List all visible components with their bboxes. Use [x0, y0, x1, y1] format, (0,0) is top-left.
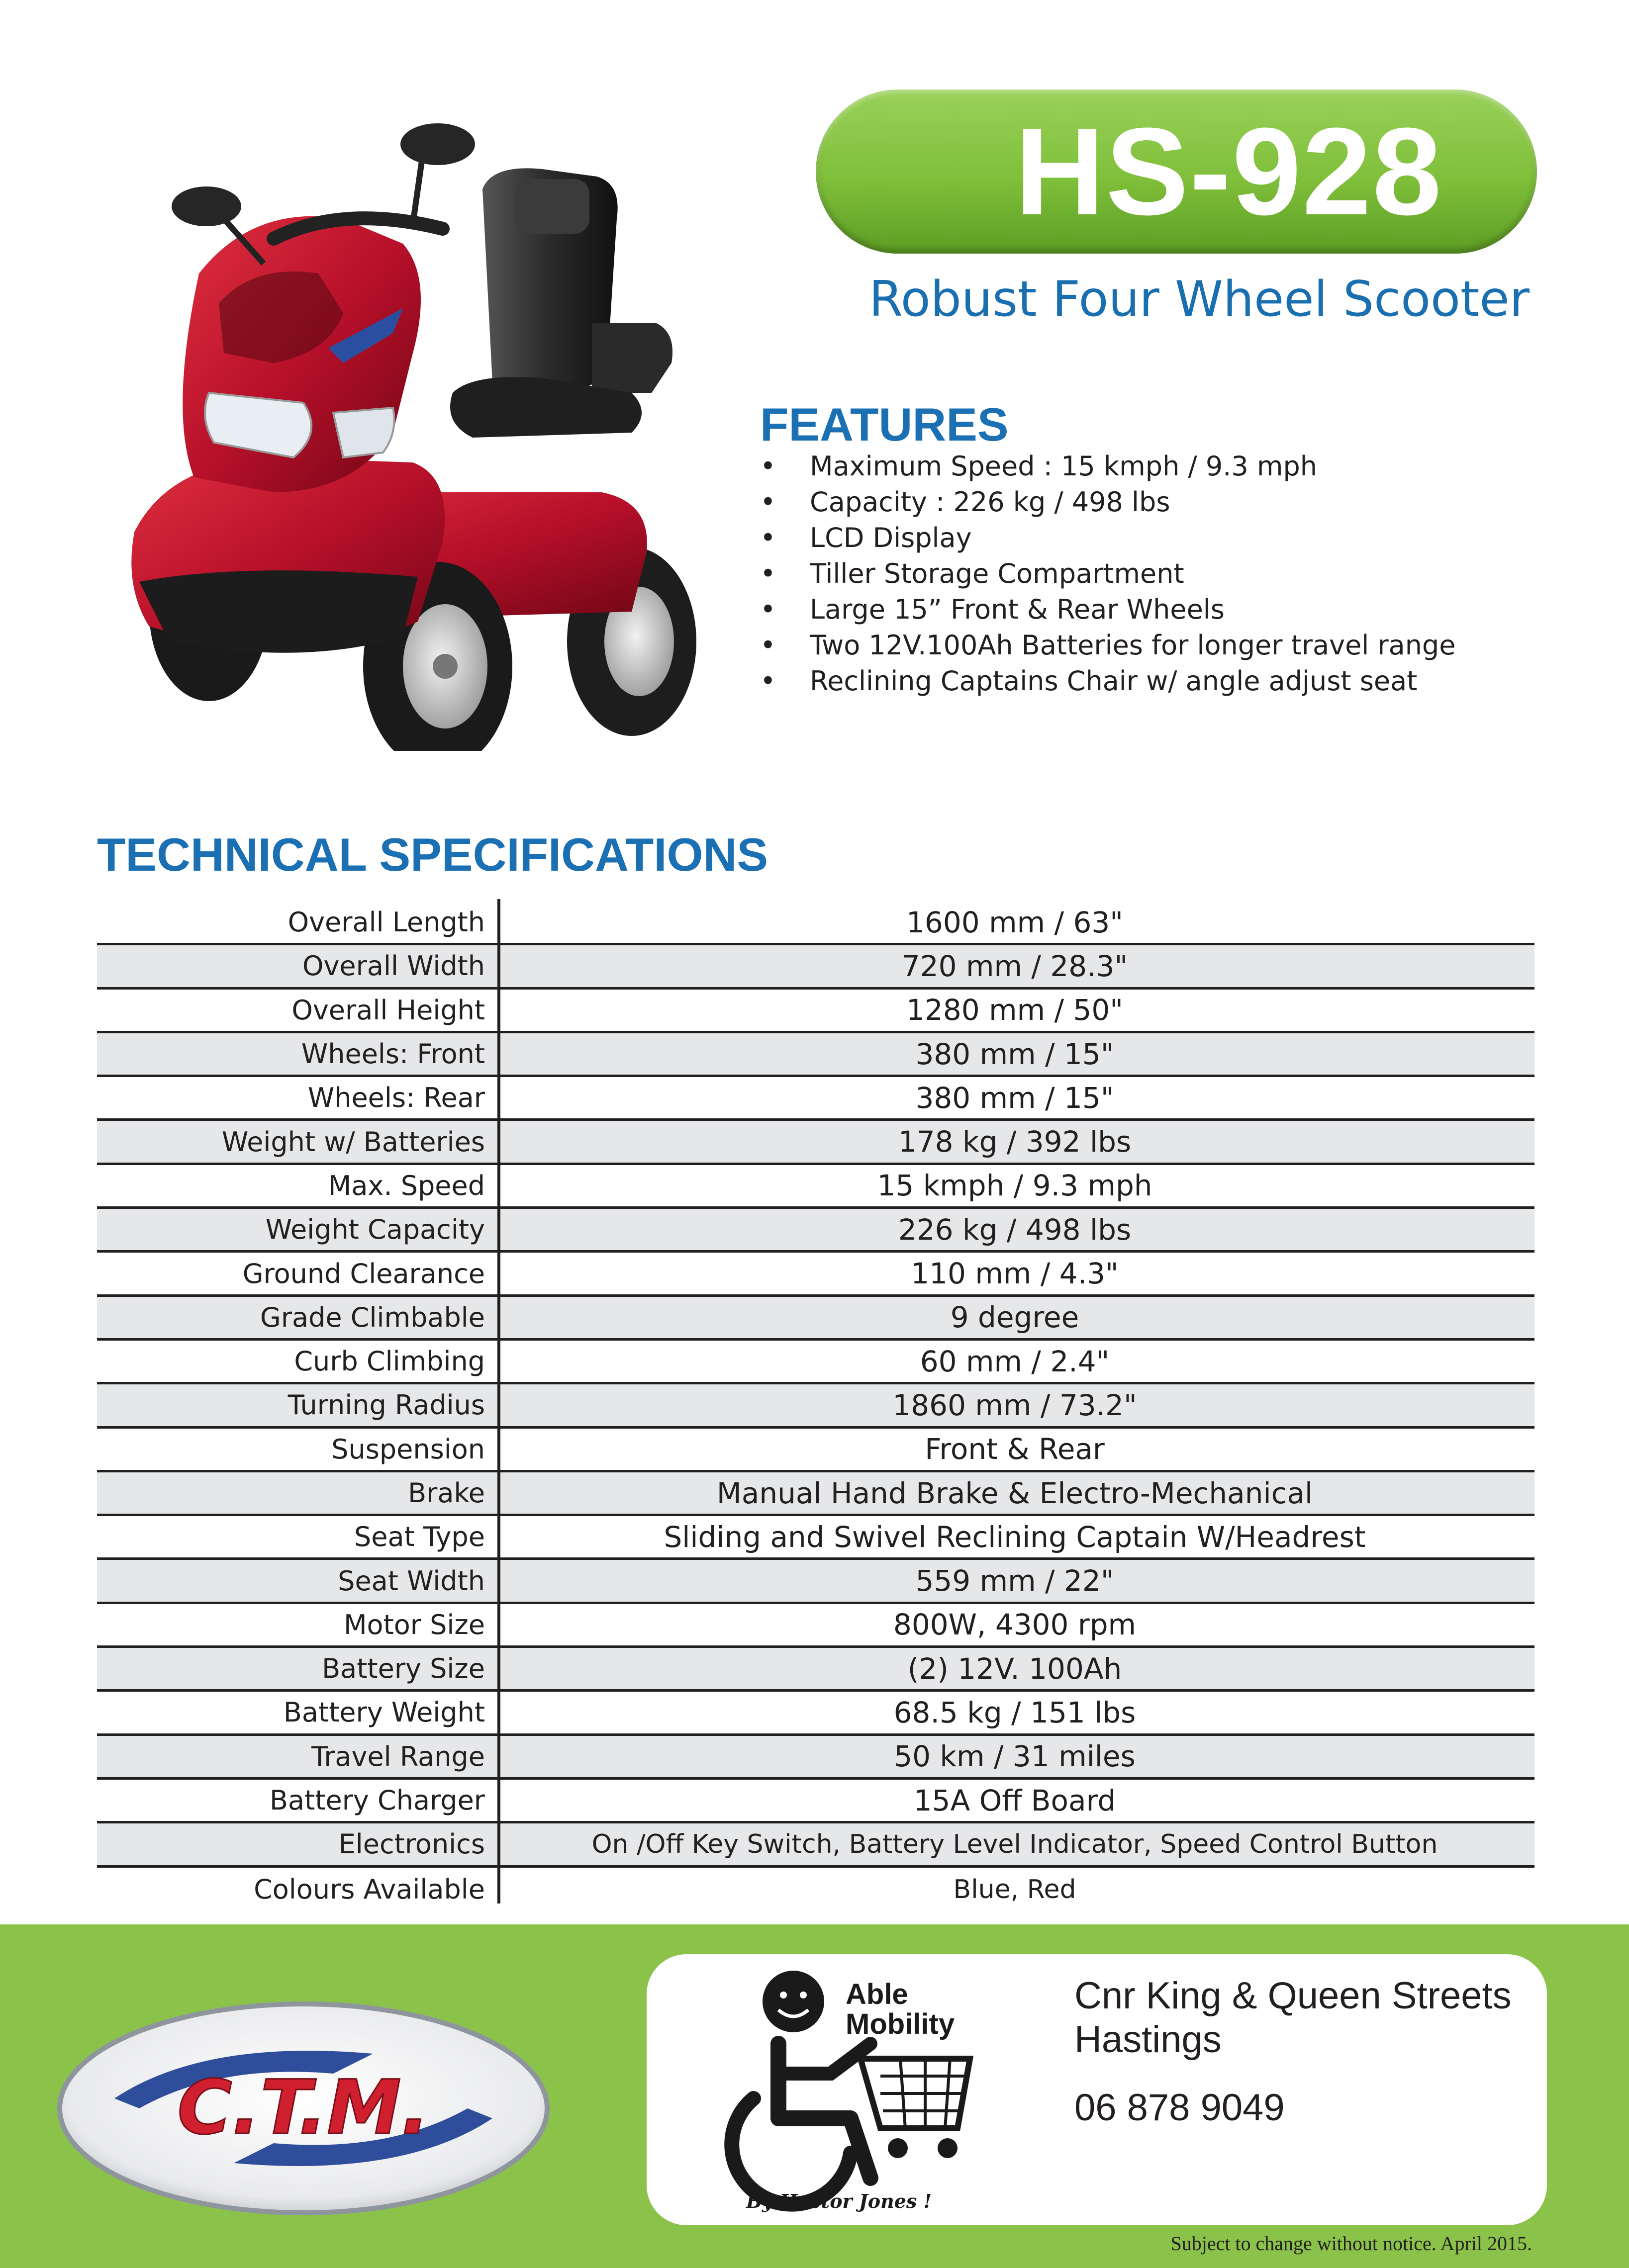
spec-label: Turning Radius: [287, 1389, 485, 1421]
spec-label: Battery Charger: [269, 1785, 485, 1816]
spec-row: [97, 1868, 1534, 1911]
spec-label: Curb Climbing: [294, 1346, 485, 1377]
dealer-card: [647, 1954, 1547, 2225]
spec-row: [97, 1648, 1534, 1692]
spec-row: [97, 1823, 1534, 1867]
spec-row: [97, 1253, 1534, 1296]
spec-row: [97, 1472, 1534, 1516]
dealer-tagline: By Hector Jones !: [746, 2190, 932, 2212]
spec-label: Ground Clearance: [242, 1258, 485, 1289]
spec-value: On /Off Key Switch, Battery Level Indicator, Speed Control Button: [591, 1829, 1438, 1859]
spec-row: [97, 1297, 1534, 1341]
model-name: HS-928: [1015, 102, 1442, 241]
feature-item: • Two 12V.100Ah Batteries for longer travel range: [760, 628, 1455, 663]
product-subtitle: Robust Four Wheel Scooter: [869, 271, 1530, 328]
dealer-address: [1074, 1974, 1542, 2062]
feature-item: • LCD Display: [760, 520, 1455, 556]
spec-value: Manual Hand Brake & Electro-Mechanical: [716, 1476, 1313, 1510]
spec-value: Blue, Red: [953, 1874, 1076, 1905]
spec-value: 380 mm / 15": [915, 1037, 1114, 1071]
spec-row: [97, 1780, 1534, 1823]
spec-label: Weight Capacity: [265, 1214, 485, 1246]
spec-value: 9 degree: [950, 1300, 1079, 1335]
mobility-text: Mobility: [846, 2008, 955, 2040]
feature-item: • Maximum Speed : 15 kmph / 9.3 mph: [760, 449, 1455, 484]
spec-value: 720 mm / 28.3": [901, 949, 1128, 983]
mobility-scooter-photo: [95, 114, 731, 751]
spec-label: Electronics: [338, 1828, 485, 1860]
spec-label: Travel Range: [311, 1740, 485, 1772]
ctm-logo-text: C.T.M.: [177, 2065, 430, 2151]
features-heading: FEATURES: [760, 398, 1009, 451]
spec-row: [97, 1077, 1534, 1121]
spec-label: Overall Height: [291, 994, 485, 1026]
address-line: Cnr King & Queen Streets: [1074, 1975, 1512, 2017]
spec-row: [97, 1604, 1534, 1648]
spec-label: Overall Width: [302, 950, 485, 982]
model-badge: [816, 90, 1537, 254]
feature-item: • Large 15” Front & Rear Wheels: [760, 592, 1455, 628]
spec-value: 559 mm / 22": [915, 1564, 1114, 1598]
spec-value: 68.5 kg / 151 lbs: [893, 1695, 1136, 1729]
spec-value: 1280 mm / 50": [906, 993, 1123, 1027]
features-list: [760, 449, 1455, 699]
spec-label: Weight w/ Batteries: [221, 1126, 485, 1158]
spec-label: Grade Climbable: [260, 1301, 485, 1333]
spec-row: [97, 1341, 1534, 1384]
spec-value: 15A Off Board: [913, 1783, 1116, 1817]
spec-value: (2) 12V. 100Ah: [907, 1651, 1122, 1686]
spec-label: Battery Size: [322, 1653, 485, 1685]
disclaimer: Subject to change without notice. April 2015.: [1170, 2232, 1532, 2255]
spec-value: 800W, 4300 rpm: [893, 1608, 1137, 1642]
spec-row: [97, 1516, 1534, 1560]
specifications-heading: TECHNICAL SPECIFICATIONS: [97, 828, 768, 881]
spec-value: 226 kg / 498 lbs: [898, 1212, 1132, 1247]
spec-label: Seat Width: [338, 1565, 485, 1597]
spec-row: [97, 1560, 1534, 1604]
specifications-table: [97, 902, 1534, 1911]
spec-value: 178 kg / 392 lbs: [898, 1125, 1132, 1159]
spec-value: 60 mm / 2.4": [920, 1344, 1110, 1378]
spec-row: [97, 1736, 1534, 1780]
spec-label: Suspension: [331, 1433, 485, 1465]
spec-label: Brake: [408, 1477, 485, 1509]
able-mobility-logo: [701, 1964, 980, 2218]
spec-row: [97, 1033, 1534, 1077]
spec-row: [97, 945, 1534, 989]
spec-row: [97, 990, 1534, 1033]
spec-value: 1860 mm / 73.2": [892, 1388, 1137, 1422]
table-divider: [497, 899, 500, 1904]
spec-value: Sliding and Swivel Reclining Captain W/Headrest: [664, 1520, 1366, 1554]
spec-value: 15 kmph / 9.3 mph: [877, 1169, 1152, 1203]
spec-row: [97, 1209, 1534, 1253]
feature-item: • Tiller Storage Compartment: [760, 556, 1455, 592]
feature-item: • Capacity : 226 kg / 498 lbs: [760, 484, 1455, 520]
spec-label: Battery Weight: [283, 1697, 485, 1728]
spec-value: 50 km / 31 miles: [894, 1739, 1136, 1774]
spec-label: Motor Size: [343, 1609, 485, 1640]
spec-value: 380 mm / 15": [915, 1081, 1114, 1115]
spec-value: 1600 mm / 63": [906, 905, 1123, 939]
spec-label: Wheels: Rear: [307, 1082, 485, 1114]
able-text: Able: [846, 1978, 908, 2010]
spec-label: Seat Type: [354, 1521, 485, 1553]
spec-row: [97, 1384, 1534, 1428]
feature-item: • Reclining Captains Chair w/ angle adjust seat: [760, 663, 1455, 699]
dealer-phone: 06 878 9049: [1074, 2087, 1285, 2129]
ctm-logo: [55, 1999, 552, 2218]
spec-label: Max. Speed: [328, 1170, 485, 1201]
spec-row: [97, 1165, 1534, 1209]
spec-value: Front & Rear: [925, 1432, 1105, 1466]
spec-value: 110 mm / 4.3": [911, 1257, 1119, 1291]
address-line: Hastings: [1074, 2018, 1222, 2061]
spec-row: [97, 1121, 1534, 1165]
spec-label: Colours Available: [254, 1874, 485, 1905]
spec-row: [97, 902, 1534, 945]
spec-row: [97, 1692, 1534, 1735]
spec-row: [97, 1429, 1534, 1472]
spec-label: Overall Length: [287, 907, 485, 938]
spec-label: Wheels: Front: [301, 1038, 485, 1070]
